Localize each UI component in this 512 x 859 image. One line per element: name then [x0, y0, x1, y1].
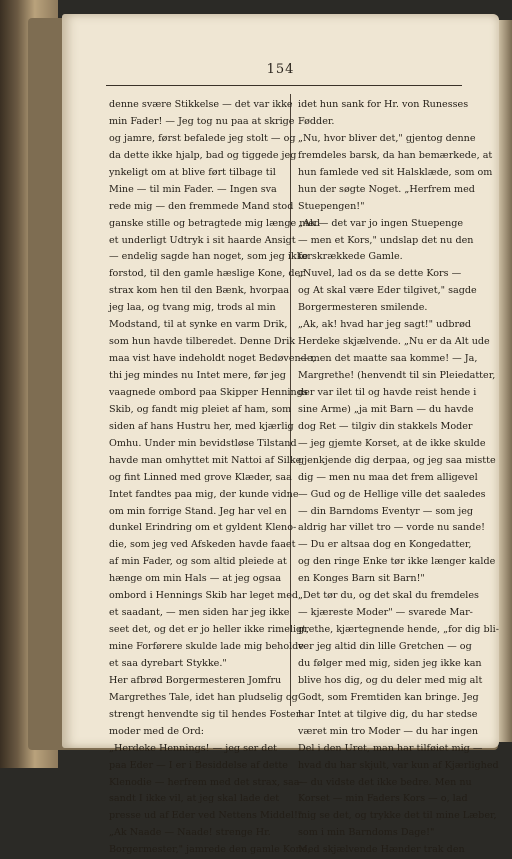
column-divider — [290, 94, 291, 706]
text-line: havde man omhyttet mit Nattoi af Silke — [109, 454, 302, 466]
text-line: strax kom hen til den Bænk, hvorpaa — [109, 285, 290, 297]
text-line: — du vidste det ikke bedre. Men nu — [298, 776, 472, 788]
text-line: ver jeg altid din lille Gretchen — og — [298, 641, 472, 652]
text-line: „Det tør du, og det skal du fremdeles — [298, 590, 479, 602]
text-line: Skib, og fandt mig pleiet af ham, som — [109, 403, 292, 415]
text-line: og jamre, først befalede jeg stolt — og — [109, 132, 296, 144]
text-line: die, som jeg ved Afskeden havde faaet — [109, 539, 296, 551]
text-line: været min tro Moder — du har ingen — [298, 725, 479, 737]
text-line: dunkel Erindring om et gyldent Kleno- — [109, 522, 297, 534]
text-line: Margrethes Tale, idet han pludselig og — [109, 691, 298, 703]
text-line: en Konges Barn sit Barn!" — [298, 573, 425, 585]
text-line: moder med de Ord: — [109, 725, 204, 737]
text-line: blive hos dig, og du deler med mig alt — [298, 674, 483, 686]
text-line: „Ak, ak! hvad har jeg sagt!" udbrød — [298, 319, 472, 331]
text-line: om min forrige Stand. Jeg har vel en — [109, 505, 287, 517]
text-line: hænge om min Hals — at jeg ogsaa — [109, 573, 282, 585]
text-line: — men det maatte saa komme! — Ja, — [298, 353, 478, 365]
text-line: Margrethe! (henvendt til sin Pleiedatter, — [298, 370, 496, 381]
text-line: vaagnede ombord paa Skipper Hennings — [109, 386, 308, 398]
text-line: „Ak Naade — Naade! strenge Hr. — [109, 827, 271, 839]
text-line: Borgermesteren smilende. — [298, 302, 428, 314]
text-line: Herdeke skjælvende. „Nu er da Alt ude — [298, 336, 490, 348]
text-line: der var ilet til og havde reist hende i — [298, 386, 477, 398]
text-line: — Du er altsaa dog en Kongedatter, — [298, 539, 472, 551]
text-line: har Intet at tilgive dig, du har stedse — [298, 708, 478, 720]
text-line: presse ud af Eder ved Nettens Middel!" — [109, 810, 303, 822]
text-line: — Gud og de Hellige ville det saaledes — [298, 488, 486, 500]
text-line: du følger med mig, siden jeg ikke kan — [298, 657, 482, 669]
text-line: Del i den Uret, man har tilføiet mig — — [298, 742, 483, 754]
text-line: hvad du har skjult, var kun af Kjærlighed — [298, 759, 499, 771]
text-line: da dette ikke hjalp, bad og tiggede jeg — [109, 149, 297, 161]
text-line: min Fader! — Jeg tog nu paa at skrige — [109, 115, 295, 127]
text-line: Fødder. — [298, 115, 335, 127]
text-line: hun der søgte Noget. „Herfrem med — [298, 183, 475, 195]
text-line: Korset — min Faders Kors — o, lad — [298, 793, 468, 805]
text-line: rede mig — den fremmede Mand stod — [109, 200, 294, 212]
text-line: Klenodie — herfrem med det strax, saa- — [109, 776, 303, 788]
text-line: strengt henvendte sig til hendes Foster- — [109, 708, 304, 720]
text-line: forskrækkede Gamle. — [298, 251, 403, 263]
text-line: Borgermester," jamrede den gamle Kone, — [109, 844, 311, 856]
right-text-column — [298, 97, 499, 859]
book-page — [62, 14, 499, 856]
text-line: et saa dyrebart Stykke." — [109, 657, 227, 669]
page-number: 154 — [266, 62, 295, 77]
text-line: og fint Linned med grove Klæder, saa — [109, 471, 292, 483]
text-line: Godt, som Fremtiden kan bringe. Jeg — [298, 691, 479, 703]
text-line: „Nuvel, lad os da se dette Kors — — [298, 268, 462, 280]
text-line: ombord i Hennings Skib har leget med — [109, 590, 299, 602]
text-line: grethe, kjærtegnende hende, „for dig bli- — [298, 624, 499, 636]
text-line: paa Eder — I er i Besiddelse af dette — [109, 759, 288, 771]
text-line: Her afbrød Borgermesteren Jomfru — [109, 674, 282, 686]
header-rule — [106, 85, 462, 86]
text-line: af min Fader, og som altid pleiede at — [109, 556, 287, 568]
text-line: — kjæreste Moder" — svarede Mar- — [298, 607, 473, 619]
text-line: — endelig sagde han noget, som jeg ikke — [109, 251, 309, 263]
text-line: aldrig har villet tro — vorde nu sande! — [298, 522, 485, 534]
text-line: thi jeg mindes nu Intet mere, før jeg — [109, 370, 286, 381]
text-line: Intet fandtes paa mig, der kunde vidne — [109, 488, 299, 500]
text-line: dig — men nu maa det frem alligevel — [298, 471, 478, 483]
text-line: som i min Barndoms Dage!" — [298, 827, 435, 839]
text-line: „Ak — det var jo ingen Stuepenge — [298, 217, 464, 229]
page-edge-right — [499, 20, 512, 742]
text-line: — din Barndoms Eventyr — som jeg — [298, 505, 474, 517]
text-line: Mine — til min Fader. — Ingen sva — [109, 183, 277, 195]
text-line: mine Forførere skulde lade mig beholde — [109, 641, 304, 652]
text-line: ganske stille og betragtede mig længe med — [109, 217, 321, 229]
text-line: — men et Kors," undslap det nu den — [298, 234, 474, 246]
text-line: idet hun sank for Hr. von Runesses — [298, 99, 469, 110]
text-line: Omhu. Under min bevidstløse Tilstand — [109, 437, 297, 449]
text-line: „Herdeke Hennings! — jeg ser det — [109, 742, 277, 754]
text-line: et underligt Udtryk i sit haarde Ansigt — [109, 234, 296, 246]
text-line: sine Arme) „ja mit Barn — du havde — [298, 403, 474, 415]
text-line: dog Ret — tilgiv din stakkels Moder — [298, 420, 473, 432]
text-line: og At skal være Eder tilgivet," sagde — [298, 285, 477, 297]
text-line: et saadant, — men siden har jeg ikke — [109, 607, 290, 619]
text-line: som hun havde tilberedet. Denne Drik — [109, 336, 296, 348]
text-line: — jeg gjemte Korset, at de ikke skulde — [298, 437, 486, 449]
text-line: og den ringe Enke tør ikke længer kalde — [298, 556, 496, 568]
text-line: forstod, til den gamle hæslige Kone, der — [109, 268, 305, 280]
text-line: mig se det, og trykke det til mine Læber, — [298, 810, 497, 822]
text-line: Med skjælvende Hænder trak den — [298, 844, 465, 856]
text-line: gjenkjende dig derpaa, og jeg saa mistte — [298, 454, 496, 466]
text-line: sandt I ikke vil, at jeg skal lade det — [109, 793, 280, 805]
text-line: Stuepengen!" — [298, 200, 365, 212]
text-line: siden af hans Hustru her, med kjærlig — [109, 420, 294, 432]
text-line: hun famlede ved sit Halsklæde, som om — [298, 166, 493, 178]
text-line: jeg laa, og tvang mig, trods al min — [109, 302, 276, 314]
text-line: seet det, og det er jo heller ikke rimeligt, — [109, 624, 310, 636]
text-line: ynkeligt om at blive ført tilbage til — [109, 166, 276, 178]
text-line: denne svære Stikkelse — det var ikke — [109, 99, 293, 110]
text-line: Modstand, til at synke en varm Drik, — [109, 319, 288, 331]
text-line: „Nu, hvor bliver det," gjentog denne — [298, 132, 476, 144]
text-line: fremdeles barsk, da han bemærkede, at — [298, 149, 493, 161]
text-line: maa vist have indeholdt noget Bedøvende, — [109, 353, 316, 365]
